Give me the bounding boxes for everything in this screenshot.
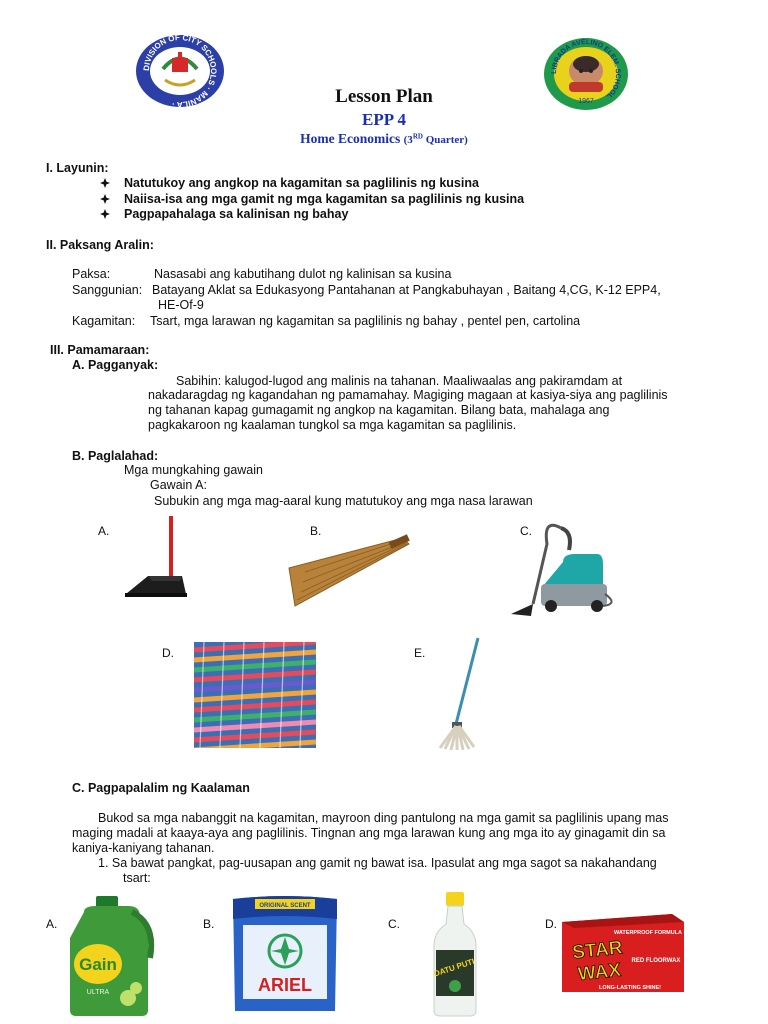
mop-image xyxy=(432,636,488,752)
pagpapalalim-line: Bukod sa mga nabanggit na kagamitan, mayroon ding pantulong na mga gamit sa paglilinis upang mas xyxy=(98,811,669,825)
pagganyak-line: ng tahanan kapag gumagamit ng angkop na kagamitan. Bilang bata, mahalaga ang xyxy=(148,403,610,417)
wax-top: WATERPROOF FORMULA xyxy=(613,930,683,936)
product-label: C. xyxy=(388,917,400,931)
pagpapalalim-item: 1. Sa bawat pangkat, pag-uusapan ang gamit ng bawat isa. Ipasulat ang mga sagot sa nakahandang xyxy=(98,856,657,870)
diamond-bullet-icon xyxy=(100,209,110,219)
product-label: B. xyxy=(203,917,215,931)
wax-red: RED FLOORWAX xyxy=(631,958,681,964)
gain-brand: Gain xyxy=(79,955,117,974)
wax-wax: WAX xyxy=(576,959,623,986)
paglalahad-line: Gawain A: xyxy=(150,478,207,492)
pamamaraan-heading: III. Pamamaraan: xyxy=(50,343,150,357)
quarter-label: (3RD Quarter) xyxy=(403,132,468,146)
diamond-bullet-icon xyxy=(100,178,110,188)
paglalahad-line: Mga mungkahing gawain xyxy=(124,463,263,477)
layunin-item: Naiisa-isa ang mga gamit ng mga kagamitan sa paglilinis ng kusina xyxy=(100,192,524,206)
wax-bottom: LONG-LASTING SHINE! xyxy=(598,985,662,991)
picture-label: A. xyxy=(98,524,110,538)
ariel-detergent-image xyxy=(231,893,339,1015)
course-title xyxy=(0,131,768,147)
sanggunian-value-cont: HE-Of-9 xyxy=(158,298,204,312)
pagganyak-line: Sabihin: kalugod-lugod ang malinis na tahanan. Maaliwaalas ang pakiramdam at xyxy=(176,374,623,388)
pagpapalalim-item-cont: tsart: xyxy=(123,871,151,885)
broom-image xyxy=(285,528,415,608)
subject-title: EPP 4 xyxy=(362,110,406,129)
datu-puti-brand: DATU PUTI xyxy=(432,956,476,979)
datu-puti-vinegar-image xyxy=(430,890,480,1018)
svg-text:DIVISION OF CITY SCHOOLS · MAN: DIVISION OF CITY SCHOOLS · MANILA · xyxy=(141,34,219,108)
pagpapalalim-line: maging madali at kaaya-aya ang paglilinis. Tingnan ang mga larawan kung ang mga ito ay ginagamit din sa xyxy=(72,826,666,840)
gain-sub: ULTRA xyxy=(86,989,110,996)
pagpapalalim-heading: C. Pagpapalalim ng Kaalaman xyxy=(72,781,250,795)
kagamitan-value: Tsart, mga larawan ng kagamitan sa paglilinis ng bahay , pentel pen, cartolina xyxy=(150,314,581,328)
page-title: Lesson Plan xyxy=(335,86,433,107)
svg-text:LIBRADA AVELINO ELEM. SCHOOL: LIBRADA AVELINO ELEM. SCHOOL xyxy=(550,38,622,100)
pagganyak-line: pagkakaroon ng kaalaman tungkol sa mga kagamitan sa paglilinis. xyxy=(148,418,517,432)
pagganyak-heading: A. Pagganyak: xyxy=(72,358,159,372)
picture-label: E. xyxy=(414,646,426,660)
layunin-item: Pagpapahalaga sa kalinisan ng bahay xyxy=(100,207,348,221)
picture-label: C. xyxy=(520,524,532,538)
gain-detergent-image xyxy=(66,894,158,1018)
picture-label: D. xyxy=(162,646,174,660)
rag-rug-image xyxy=(194,642,316,748)
ariel-band: ORIGINAL SCENT xyxy=(259,903,311,909)
paglalahad-line: Subukin ang mga mag-aaral kung matutukoy ang mga nasa larawan xyxy=(154,494,533,508)
kagamitan-label: Kagamitan: xyxy=(72,314,136,328)
picture-label: B. xyxy=(310,524,322,538)
diamond-bullet-icon xyxy=(100,194,110,204)
star-wax-image xyxy=(560,912,686,996)
vacuum-cleaner-image xyxy=(503,514,615,622)
paksa-label: Paksa: xyxy=(72,267,111,281)
pagganyak-line: nakadaragdag ng kagandahan ng pamamahay. Magiging magaan at kasiya-siya ang paglilinis xyxy=(148,388,668,402)
sanggunian-value: Batayang Aklat sa Edukasyong Pantahanan at Pangkabuhayan , Baitang 4,CG, K-12 EPP4, xyxy=(152,283,661,297)
ariel-brand: ARIEL xyxy=(258,975,312,995)
wax-star: STAR xyxy=(571,937,624,964)
sanggunian-label: Sanggunian: xyxy=(72,283,143,297)
paksa-value: Nasasabi ang kabutihang dulot ng kalinisan sa kusina xyxy=(154,267,452,281)
paglalahad-heading: B. Paglalahad: xyxy=(72,449,159,463)
layunin-item: Natutukoy ang angkop na kagamitan sa paglilinis ng kusina xyxy=(100,176,479,190)
layunin-heading: I. Layunin: xyxy=(46,161,109,175)
course-name: Home Economics xyxy=(300,131,401,146)
svg-text:1967: 1967 xyxy=(578,98,594,105)
dustpan-image xyxy=(122,514,200,606)
product-label: A. xyxy=(46,917,58,931)
product-label: D. xyxy=(545,917,557,931)
pagpapalalim-line: kaniya-kaniyang tahanan. xyxy=(72,841,215,855)
paksang-heading: II. Paksang Aralin: xyxy=(46,238,154,252)
